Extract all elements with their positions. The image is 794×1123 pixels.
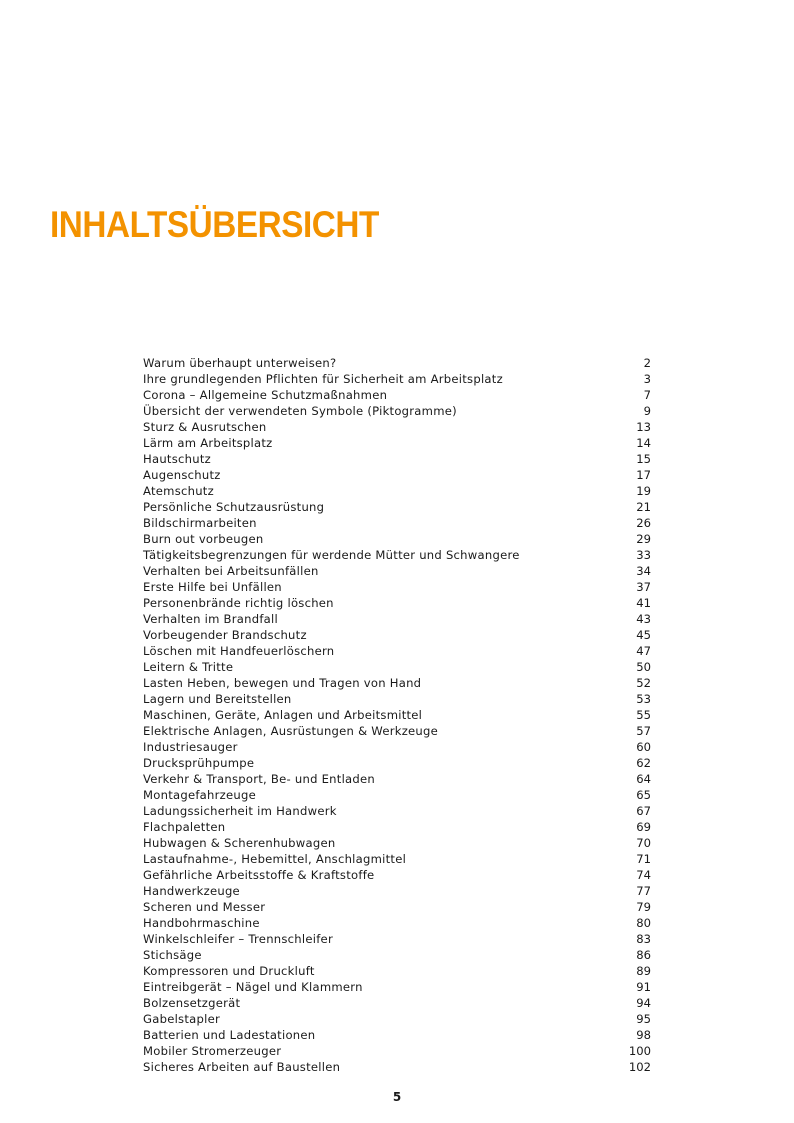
toc-entry[interactable] — [143, 803, 651, 819]
toc-entry-page: 26 — [636, 516, 651, 530]
toc-entry-page: 70 — [636, 836, 651, 850]
toc-entry[interactable] — [143, 819, 651, 835]
toc-entry[interactable] — [143, 755, 651, 771]
toc-entry[interactable] — [143, 451, 651, 467]
toc-entry-title: Warum überhaupt unterweisen? — [143, 356, 337, 370]
toc-entry-title: Eintreibgerät – Nägel und Klammern — [143, 980, 363, 994]
toc-entry[interactable] — [143, 851, 651, 867]
toc-entry-page: 2 — [643, 356, 651, 370]
toc-entry-title: Gefährliche Arbeitsstoffe & Kraftstoffe — [143, 868, 375, 882]
toc-entry-title: Lasten Heben, bewegen und Tragen von Hand — [143, 676, 422, 690]
toc-entry-page: 98 — [636, 1028, 651, 1042]
toc-entry-title: Gabelstapler — [143, 1012, 220, 1026]
toc-entry-page: 60 — [636, 740, 651, 754]
toc-entry[interactable] — [143, 691, 651, 707]
toc-entry[interactable] — [143, 435, 651, 451]
toc-entry-title: Maschinen, Geräte, Anlagen und Arbeitsmittel — [143, 708, 423, 722]
toc-entry[interactable] — [143, 899, 651, 915]
toc-entry-title: Persönliche Schutzausrüstung — [143, 500, 325, 514]
toc-entry-title: Mobiler Stromerzeuger — [143, 1044, 282, 1058]
toc-entry-title: Erste Hilfe bei Unfällen — [143, 580, 282, 594]
toc-entry-title: Montagefahrzeuge — [143, 788, 256, 802]
toc-entry-page: 86 — [636, 948, 651, 962]
toc-entry[interactable] — [143, 627, 651, 643]
toc-entry[interactable] — [143, 531, 651, 547]
toc-entry-title: Übersicht der verwendeten Symbole (Piktogramme) — [143, 404, 457, 418]
toc-entry-title: Tätigkeitsbegrenzungen für werdende Mütter und Schwangere — [143, 548, 520, 562]
toc-entry-page: 14 — [636, 436, 651, 450]
toc-entry-title: Ladungssicherheit im Handwerk — [143, 804, 337, 818]
toc-entry[interactable] — [143, 499, 651, 515]
toc-entry-title: Lärm am Arbeitsplatz — [143, 436, 273, 450]
toc-entry-page: 100 — [628, 1044, 651, 1058]
toc-entry-title: Handwerkzeuge — [143, 884, 240, 898]
toc-entry-page: 80 — [636, 916, 651, 930]
toc-entry[interactable] — [143, 355, 651, 371]
toc-entry[interactable] — [143, 483, 651, 499]
toc-entry[interactable] — [143, 675, 651, 691]
toc-entry[interactable] — [143, 707, 651, 723]
toc-entry[interactable] — [143, 611, 651, 627]
toc-entry-title: Leitern & Tritte — [143, 660, 234, 674]
toc-entry[interactable] — [143, 659, 651, 675]
toc-entry-title: Lastaufnahme-, Hebemittel, Anschlagmittel — [143, 852, 407, 866]
toc-entry[interactable] — [143, 547, 651, 563]
toc-entry[interactable] — [143, 947, 651, 963]
toc-entry-title: Drucksprühpumpe — [143, 756, 255, 770]
toc-entry-page: 33 — [636, 548, 651, 562]
toc-entry-page: 41 — [636, 596, 651, 610]
toc-entry-page: 13 — [636, 420, 651, 434]
toc-entry-page: 53 — [636, 692, 651, 706]
toc-entry-title: Winkelschleifer – Trennschleifer — [143, 932, 333, 946]
toc-entry-page: 47 — [636, 644, 651, 658]
table-of-contents — [143, 355, 651, 1075]
toc-entry[interactable] — [143, 771, 651, 787]
toc-entry[interactable] — [143, 931, 651, 947]
toc-entry-page: 74 — [636, 868, 651, 882]
toc-entry-title: Hubwagen & Scherenhubwagen — [143, 836, 336, 850]
toc-entry-page: 89 — [636, 964, 651, 978]
toc-entry-page: 71 — [636, 852, 651, 866]
toc-entry-title: Verhalten bei Arbeitsunfällen — [143, 564, 319, 578]
toc-entry-title: Burn out vorbeugen — [143, 532, 264, 546]
toc-entry[interactable] — [143, 963, 651, 979]
toc-entry-page: 57 — [636, 724, 651, 738]
toc-entry-page: 3 — [643, 372, 651, 386]
toc-entry[interactable] — [143, 371, 651, 387]
toc-entry[interactable] — [143, 403, 651, 419]
toc-entry-title: Löschen mit Handfeuerlöschern — [143, 644, 335, 658]
toc-entry-title: Ihre grundlegenden Pflichten für Sicherheit am Arbeitsplatz — [143, 372, 503, 386]
toc-entry-page: 69 — [636, 820, 651, 834]
toc-entry-page: 55 — [636, 708, 651, 722]
toc-entry-title: Elektrische Anlagen, Ausrüstungen & Werkzeuge — [143, 724, 438, 738]
page-title: INHALTSÜBERSICHT — [50, 204, 379, 245]
toc-entry[interactable] — [143, 883, 651, 899]
toc-entry[interactable] — [143, 467, 651, 483]
toc-entry-title: Sturz & Ausrutschen — [143, 420, 267, 434]
toc-entry[interactable] — [143, 723, 651, 739]
toc-entry-page: 102 — [628, 1060, 651, 1074]
toc-entry[interactable] — [143, 867, 651, 883]
toc-entry[interactable] — [143, 419, 651, 435]
toc-entry-page: 15 — [636, 452, 651, 466]
toc-entry-page: 65 — [636, 788, 651, 802]
toc-entry-page: 7 — [643, 388, 651, 402]
toc-entry-title: Kompressoren und Druckluft — [143, 964, 315, 978]
toc-entry-page: 62 — [636, 756, 651, 770]
toc-entry-title: Vorbeugender Brandschutz — [143, 628, 307, 642]
toc-entry-title: Stichsäge — [143, 948, 202, 962]
toc-entry-title: Scheren und Messer — [143, 900, 266, 914]
toc-entry-title: Bildschirmarbeiten — [143, 516, 257, 530]
toc-entry-title: Bolzensetzgerät — [143, 996, 241, 1010]
toc-entry[interactable] — [143, 579, 651, 595]
toc-entry-page: 91 — [636, 980, 651, 994]
toc-entry-page: 94 — [636, 996, 651, 1010]
toc-entry-page: 50 — [636, 660, 651, 674]
toc-entry-page: 17 — [636, 468, 651, 482]
toc-entry-title: Hautschutz — [143, 452, 211, 466]
toc-entry-page: 45 — [636, 628, 651, 642]
toc-entry-page: 37 — [636, 580, 651, 594]
toc-entry-title: Verkehr & Transport, Be- und Entladen — [143, 772, 375, 786]
toc-entry[interactable] — [143, 1011, 651, 1027]
toc-entry-page: 19 — [636, 484, 651, 498]
toc-entry-page: 9 — [643, 404, 651, 418]
toc-entry-title: Flachpaletten — [143, 820, 226, 834]
toc-entry-page: 34 — [636, 564, 651, 578]
toc-entry-page: 29 — [636, 532, 651, 546]
toc-entry-title: Lagern und Bereitstellen — [143, 692, 292, 706]
toc-entry[interactable] — [143, 595, 651, 611]
toc-entry[interactable] — [143, 387, 651, 403]
toc-entry-title: Corona – Allgemeine Schutzmaßnahmen — [143, 388, 388, 402]
toc-entry-title: Industriesauger — [143, 740, 238, 754]
toc-entry[interactable] — [143, 1027, 651, 1043]
toc-entry[interactable] — [143, 835, 651, 851]
toc-entry-page: 64 — [636, 772, 651, 786]
toc-entry[interactable] — [143, 995, 651, 1011]
toc-entry-page: 21 — [636, 500, 651, 514]
toc-entry[interactable] — [143, 979, 651, 995]
toc-entry[interactable] — [143, 515, 651, 531]
toc-entry-page: 79 — [636, 900, 651, 914]
toc-entry-page: 52 — [636, 676, 651, 690]
toc-entry[interactable] — [143, 915, 651, 931]
toc-entry[interactable] — [143, 1059, 651, 1075]
toc-entry[interactable] — [143, 563, 651, 579]
toc-entry-page: 83 — [636, 932, 651, 946]
toc-entry[interactable] — [143, 1043, 651, 1059]
page-number: 5 — [392, 1090, 402, 1104]
toc-entry[interactable] — [143, 643, 651, 659]
toc-entry-title: Batterien und Ladestationen — [143, 1028, 316, 1042]
toc-entry-page: 43 — [636, 612, 651, 626]
toc-entry-page: 77 — [636, 884, 651, 898]
toc-entry-title: Atemschutz — [143, 484, 214, 498]
toc-entry[interactable] — [143, 739, 651, 755]
toc-entry-title: Handbohrmaschine — [143, 916, 260, 930]
toc-entry-page: 95 — [636, 1012, 651, 1026]
toc-entry-title: Sicheres Arbeiten auf Baustellen — [143, 1060, 341, 1074]
toc-entry[interactable] — [143, 787, 651, 803]
toc-entry-title: Personenbrände richtig löschen — [143, 596, 334, 610]
toc-entry-title: Verhalten im Brandfall — [143, 612, 278, 626]
toc-entry-page: 67 — [636, 804, 651, 818]
toc-entry-title: Augenschutz — [143, 468, 221, 482]
